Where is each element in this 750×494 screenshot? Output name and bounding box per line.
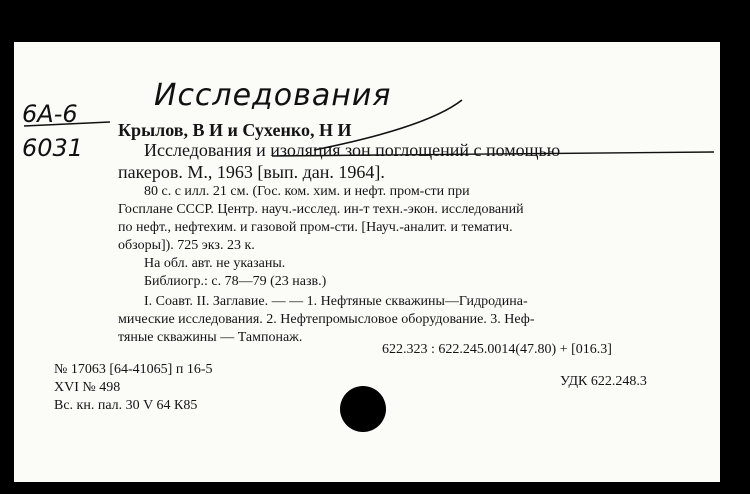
title-line-2: пакеров. М., 1963 [вып. дан. 1964]. — [118, 162, 385, 182]
description-line-1: 80 с. с илл. 21 см. (Гос. ком. хим. и нефт. пром-сти при — [144, 184, 470, 199]
classification-number: 622.323 : 622.245.0014(47.80) + [016.3] — [382, 342, 612, 357]
catalog-card — [14, 42, 720, 482]
description-line-4: обзоры]). 725 экз. 23 к. — [118, 238, 255, 253]
handwritten-number: 6031 — [22, 134, 84, 162]
description-line-2: Госплане СССР. Центр. науч.-исслед. ин-т техн.-экон. исследований — [118, 202, 524, 217]
punch-hole — [340, 386, 386, 432]
note-bibliography: Библиогр.: с. 78—79 (23 назв.) — [144, 274, 327, 289]
record-line-1: № 17063 [64-41065] п 16-5 — [54, 362, 213, 377]
handwritten-shelf-mark: 6А-6 — [22, 100, 78, 128]
record-line-3: Вс. кн. пал. 30 V 64 К85 — [54, 398, 198, 413]
title-line-1: Исследования и изоляция зон поглощений с помощью — [144, 140, 561, 160]
handwritten-title-note: Исследования — [154, 78, 392, 113]
authors-line: Крылов, В И и Сухенко, Н И — [118, 120, 352, 140]
record-line-2: XVI № 498 — [54, 380, 121, 395]
tracing-line-1: I. Соавт. II. Заглавие. — — 1. Нефтяные скважины—Гидродина- — [144, 294, 528, 309]
tracing-line-3: тяные скважины — Тампонаж. — [118, 330, 303, 345]
note-authors: На обл. авт. не указаны. — [144, 256, 286, 271]
description-line-3: по нефт., нефтехим. и газовой пром-сти. [Науч.-аналит. и тематич. — [118, 220, 513, 235]
udc-number: УДК 622.248.3 — [560, 374, 647, 389]
tracing-line-2: мические исследования. 2. Нефтепромысловое оборудование. 3. Неф- — [118, 312, 535, 327]
